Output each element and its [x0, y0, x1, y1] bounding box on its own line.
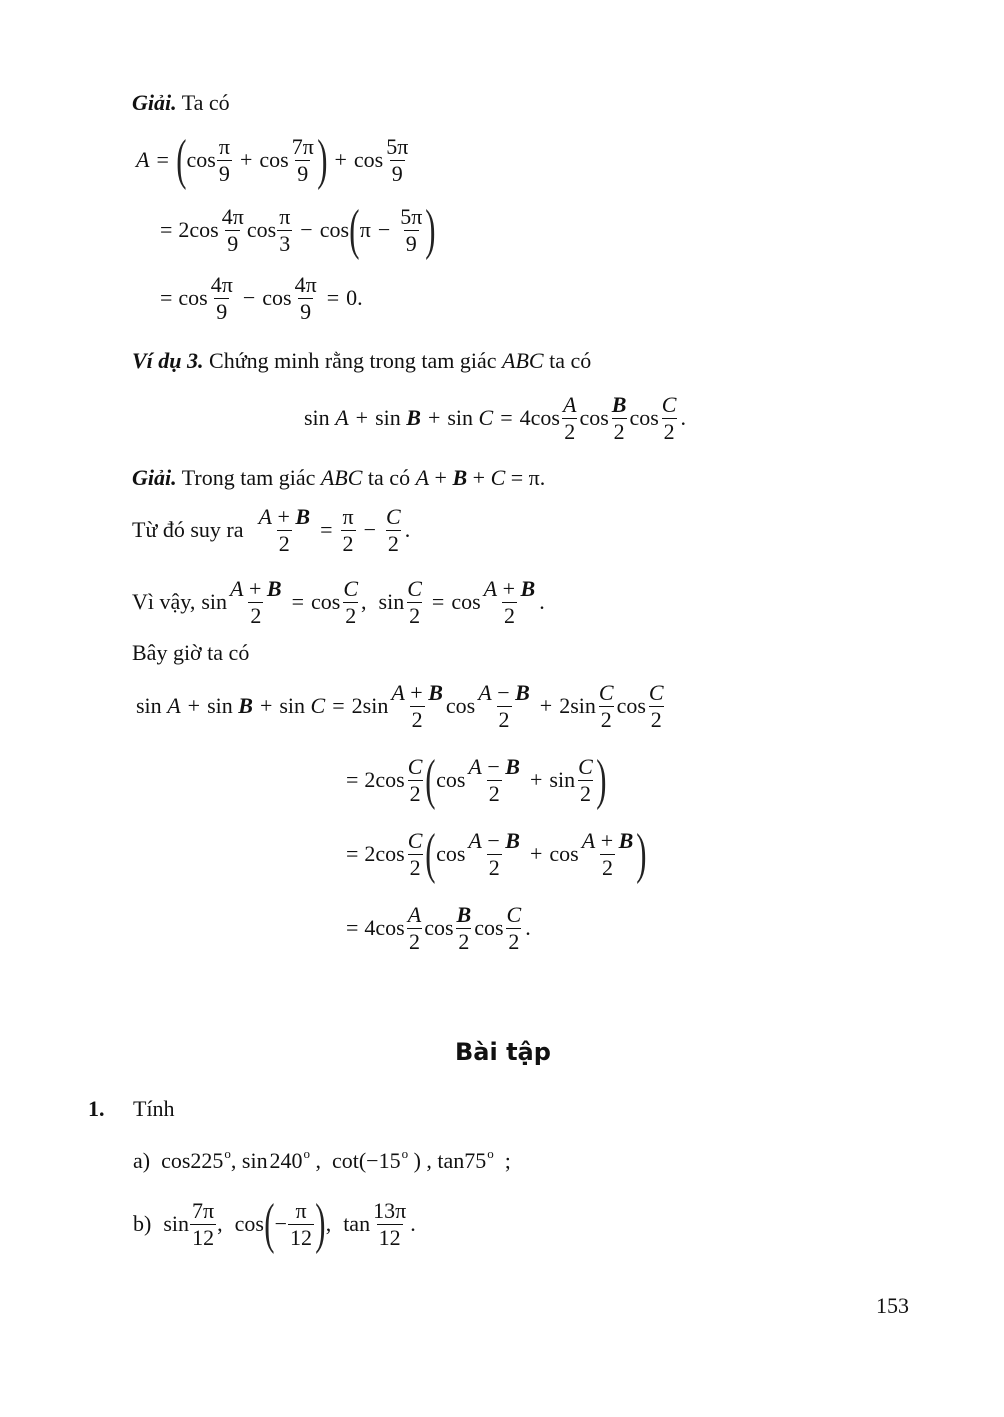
angle: 75 [464, 1148, 487, 1173]
equals: = [346, 841, 359, 866]
numerator: 4π [210, 271, 233, 297]
right-paren: ) [595, 749, 607, 811]
fraction [580, 828, 636, 881]
solution2-line4 [132, 640, 249, 666]
minus: − [363, 517, 377, 542]
var-c: C [478, 405, 494, 430]
plus: + [239, 147, 253, 172]
denominator: 2 [387, 530, 399, 556]
plus: + [434, 465, 447, 490]
plus: + [277, 503, 290, 529]
fraction [398, 204, 424, 257]
solution-label: Giải. [132, 465, 177, 490]
minus: − [274, 1211, 288, 1236]
var-b: B [238, 693, 253, 718]
equals: = [156, 147, 169, 172]
derivation-line [136, 676, 667, 736]
equals: = [291, 589, 305, 614]
period: . [410, 1211, 416, 1236]
comma: , [361, 589, 367, 614]
var-b: B [505, 753, 520, 779]
numerator: π [342, 503, 354, 529]
numerator: B [456, 901, 472, 927]
solution2-line3 [132, 572, 545, 632]
period: . [525, 915, 531, 940]
denominator: 2 [600, 706, 612, 732]
fraction [476, 680, 532, 733]
var-a: A [468, 827, 482, 853]
numerator [257, 504, 313, 530]
denominator: 2 [458, 928, 470, 954]
numerator: 13π [373, 1197, 407, 1223]
cos: cos [616, 693, 646, 718]
var-b: B [452, 465, 468, 490]
denominator: 2 [564, 418, 576, 444]
derivation-line [346, 824, 647, 884]
denominator: 2 [503, 602, 515, 628]
denominator: 9 [391, 160, 403, 186]
right-paren: ) [413, 1148, 421, 1173]
numerator: C [506, 901, 522, 927]
cos: cos [530, 405, 560, 430]
cos: cos [629, 405, 659, 430]
numerator [476, 680, 532, 706]
denominator: 2 [409, 780, 421, 806]
plus: + [259, 693, 273, 718]
fraction [466, 828, 522, 881]
cos: cos [262, 285, 292, 310]
solution1-intro [132, 90, 230, 116]
period: . [539, 589, 545, 614]
result: 0. [346, 285, 363, 310]
var-b: B [266, 575, 282, 601]
degree-symbol: o [224, 1146, 231, 1161]
denominator: 3 [279, 230, 291, 256]
minus: − [487, 753, 500, 779]
degree-symbol: o [303, 1146, 310, 1161]
cos: cos [375, 767, 405, 792]
coef: 2 [178, 217, 190, 242]
fraction [576, 754, 595, 807]
fraction [220, 204, 246, 257]
var-b: B [428, 679, 443, 705]
denominator: 9 [297, 160, 309, 186]
comma: , [315, 1148, 321, 1173]
fraction [466, 754, 522, 807]
cos: cos [451, 589, 481, 614]
comma: , [426, 1148, 432, 1173]
denominator: 2 [663, 418, 675, 444]
coef: 2 [364, 841, 376, 866]
minus: − [487, 827, 500, 853]
equals: = [346, 767, 359, 792]
tan: tan [343, 1211, 371, 1236]
text: Từ đó suy ra [132, 517, 244, 542]
fraction [341, 504, 356, 557]
comma: , [325, 1211, 332, 1236]
minus: − [377, 217, 391, 242]
fraction [405, 576, 424, 629]
semicolon: ; [504, 1148, 511, 1173]
fraction [277, 204, 292, 257]
numerator: C [386, 503, 401, 529]
fraction [384, 504, 403, 557]
left-paren: ( [425, 749, 436, 811]
sin: sin [201, 589, 228, 614]
left-paren: ( [264, 1193, 275, 1255]
cos: cos [259, 147, 289, 172]
numerator: C [598, 679, 614, 705]
equals: = [346, 915, 359, 940]
cos: cos [436, 841, 466, 866]
solution-label: Giải. [132, 90, 177, 115]
var-b: B [505, 827, 520, 853]
minus: − [300, 217, 313, 242]
equation-line [136, 130, 411, 190]
denominator: 9 [216, 298, 228, 324]
numerator: C [407, 575, 422, 601]
text: Bây giờ ta có [132, 640, 250, 665]
part-label: b) [133, 1211, 152, 1236]
text: ta có [367, 465, 411, 490]
denominator: 2 [488, 780, 500, 806]
var-b: B [520, 575, 536, 601]
coef: 4 [519, 405, 531, 430]
var-a: A [230, 575, 244, 601]
cos: cos [246, 217, 277, 242]
equation-line [160, 200, 436, 260]
numerator: 4π [221, 203, 244, 229]
fraction [257, 504, 313, 557]
denominator: 2 [342, 530, 354, 556]
plus: + [187, 693, 201, 718]
numerator: A [562, 391, 577, 417]
fraction [406, 754, 425, 807]
fraction [341, 576, 360, 629]
fraction [505, 902, 524, 955]
denominator: 2 [498, 706, 510, 732]
plus: + [600, 827, 614, 853]
denominator: 2 [602, 854, 614, 880]
equals: = [431, 589, 445, 614]
denominator: 12 [290, 1224, 313, 1250]
denominator: 2 [650, 706, 662, 732]
comma: , [217, 1211, 223, 1236]
left-paren: ( [349, 199, 360, 261]
var-a: A [335, 405, 349, 430]
equals: = [332, 693, 345, 718]
plus: + [427, 405, 441, 430]
sin: sin [136, 693, 162, 718]
angle: 240 [269, 1148, 303, 1173]
denominator: 12 [192, 1224, 215, 1250]
right-paren: ) [317, 129, 328, 191]
denominator: 9 [405, 230, 417, 256]
equals: = [326, 285, 340, 310]
coef: 2 [351, 693, 363, 718]
sin: sin [570, 693, 596, 718]
cos: cos [186, 147, 216, 172]
exercise-title: Tính [133, 1096, 175, 1121]
denominator: 2 [613, 418, 625, 444]
plus: + [529, 767, 543, 792]
derivation-line [346, 898, 531, 958]
numerator: C [407, 827, 423, 853]
equals: = [500, 405, 513, 430]
plus: + [334, 147, 347, 172]
numerator: 5π [386, 133, 409, 159]
degree-symbol: o [401, 1146, 409, 1161]
cos: cos [579, 405, 609, 430]
minus: − [242, 285, 256, 310]
comma: , [230, 1148, 237, 1173]
angle: (−15 [358, 1148, 401, 1173]
cos: cos [424, 915, 454, 940]
coef: 4 [364, 915, 376, 940]
period: . [680, 405, 686, 430]
pi: π [359, 217, 371, 242]
intro-text: Ta có [181, 90, 230, 115]
var-b: B [295, 503, 311, 529]
var-a: A [391, 679, 405, 705]
sin: sin [279, 693, 306, 718]
triangle-name: ABC [502, 348, 544, 373]
example-label: Ví dụ 3. [132, 348, 204, 373]
plus: + [248, 575, 262, 601]
fraction [209, 272, 235, 325]
var-c: C [490, 465, 506, 490]
plus: + [410, 679, 423, 705]
numerator [482, 576, 538, 602]
var-c: C [310, 693, 326, 718]
var-a: A [258, 503, 272, 529]
denominator: 9 [218, 160, 230, 186]
left-paren: ( [176, 129, 187, 191]
plus: + [355, 405, 369, 430]
numerator: 5π [400, 203, 423, 229]
part-label: a) [133, 1148, 151, 1173]
right-paren: ) [636, 823, 647, 885]
var-a: A [415, 465, 430, 490]
cos: cos [311, 589, 341, 614]
right-paren: ) [315, 1193, 326, 1255]
plus: + [472, 465, 486, 490]
degree-symbol: o [487, 1146, 494, 1161]
sin: sin [549, 767, 576, 792]
denominator: 2 [278, 530, 290, 556]
denominator: 12 [378, 1224, 401, 1250]
equals: = [160, 217, 173, 242]
solution2-line2 [132, 500, 410, 560]
numerator: π [295, 1197, 307, 1223]
text: Vì vậy, [132, 589, 196, 614]
numerator: C [661, 391, 677, 417]
numerator: C [343, 575, 359, 601]
var-b: B [618, 827, 634, 853]
fraction [290, 134, 316, 187]
exercises-heading: Bài tập [455, 1038, 551, 1066]
var-b: B [515, 679, 530, 705]
numerator: π [218, 133, 230, 159]
numerator: 7π [291, 133, 314, 159]
equation-line [160, 268, 363, 328]
example-text: Chứng minh rằng trong tam giác [209, 348, 497, 373]
numerator: A [407, 901, 422, 927]
fraction [482, 576, 538, 629]
cos: cos [445, 693, 476, 718]
cos: cos [353, 147, 384, 172]
var-a: A [136, 147, 150, 172]
cos: cos [375, 841, 405, 866]
fraction [561, 392, 578, 445]
sin: sin [378, 589, 405, 614]
plus: + [539, 693, 553, 718]
cos: cos [319, 217, 350, 242]
fraction [384, 134, 410, 187]
denominator: 2 [250, 602, 262, 628]
cos: cos [375, 915, 405, 940]
numerator: 4π [294, 271, 317, 297]
exercise-part-b [133, 1194, 416, 1254]
cos: cos [234, 1211, 264, 1236]
numerator: B [611, 391, 627, 417]
period: . [539, 465, 546, 490]
exercise-item [88, 1096, 105, 1122]
fraction [610, 392, 629, 445]
cos: cos [161, 1148, 191, 1173]
solution2-line1 [132, 465, 545, 491]
sin: sin [447, 405, 474, 430]
numerator: C [407, 753, 423, 779]
sin: sin [163, 1211, 190, 1236]
example3-formula [304, 388, 686, 448]
denominator: 2 [409, 602, 421, 628]
fraction [293, 272, 319, 325]
numerator [228, 576, 284, 602]
denominator: 2 [488, 854, 500, 880]
fraction [660, 392, 679, 445]
text: Trong tam giác [181, 465, 316, 490]
sin: sin [241, 1148, 268, 1173]
tan: tan [437, 1148, 465, 1173]
page-number: 153 [876, 1293, 909, 1318]
triangle-name: ABC [320, 465, 363, 490]
fraction [647, 680, 666, 733]
fraction [406, 828, 425, 881]
denominator: 2 [408, 928, 420, 954]
sin: sin [362, 693, 389, 718]
var-a: A [478, 679, 492, 705]
cos: cos [474, 915, 504, 940]
fraction [389, 680, 445, 733]
numerator [466, 754, 522, 780]
var-a: A [468, 753, 482, 779]
fraction [228, 576, 284, 629]
denominator: 2 [409, 854, 421, 880]
coef: 2 [559, 693, 571, 718]
numerator: C [648, 679, 664, 705]
denominator: 2 [345, 602, 357, 628]
numerator: C [578, 753, 593, 779]
exercise-number: 1. [88, 1096, 105, 1121]
denominator: 2 [508, 928, 520, 954]
coef: 2 [364, 767, 376, 792]
var-a: A [581, 827, 596, 853]
numerator [580, 828, 636, 854]
denominator: 9 [300, 298, 312, 324]
cos: cos [549, 841, 579, 866]
sin: sin [375, 405, 401, 430]
angle: 225 [190, 1148, 224, 1173]
cos: cos [436, 767, 466, 792]
pi: π [528, 465, 540, 490]
fraction [406, 902, 423, 955]
numerator: π [279, 203, 291, 229]
denominator: 2 [579, 780, 591, 806]
sin: sin [304, 405, 330, 430]
equals: = [320, 517, 333, 542]
derivation-line [346, 750, 606, 810]
equals: = [510, 465, 524, 490]
cot: cot [331, 1148, 359, 1173]
fraction [597, 680, 616, 733]
left-paren: ( [425, 823, 436, 885]
equals: = [160, 285, 173, 310]
fraction [190, 1198, 216, 1251]
exercise-part-a [133, 1146, 511, 1174]
sin: sin [207, 693, 233, 718]
denominator: 9 [227, 230, 239, 256]
var-b: B [406, 405, 421, 430]
numerator [389, 680, 445, 706]
cos: cos [178, 285, 208, 310]
period: . [404, 517, 411, 542]
minus: − [497, 679, 510, 705]
fraction [288, 1198, 314, 1251]
var-a: A [483, 575, 498, 601]
cos: cos [189, 217, 219, 242]
numerator: 7π [192, 1197, 215, 1223]
right-paren: ) [425, 199, 436, 261]
plus: + [529, 841, 543, 866]
var-a: A [167, 693, 181, 718]
denominator: 2 [411, 706, 423, 732]
plus: + [502, 575, 516, 601]
fraction [455, 902, 474, 955]
example3-statement [132, 348, 591, 374]
example-text: ta có [549, 348, 592, 373]
fraction [371, 1198, 408, 1251]
fraction [217, 134, 232, 187]
numerator [466, 828, 522, 854]
